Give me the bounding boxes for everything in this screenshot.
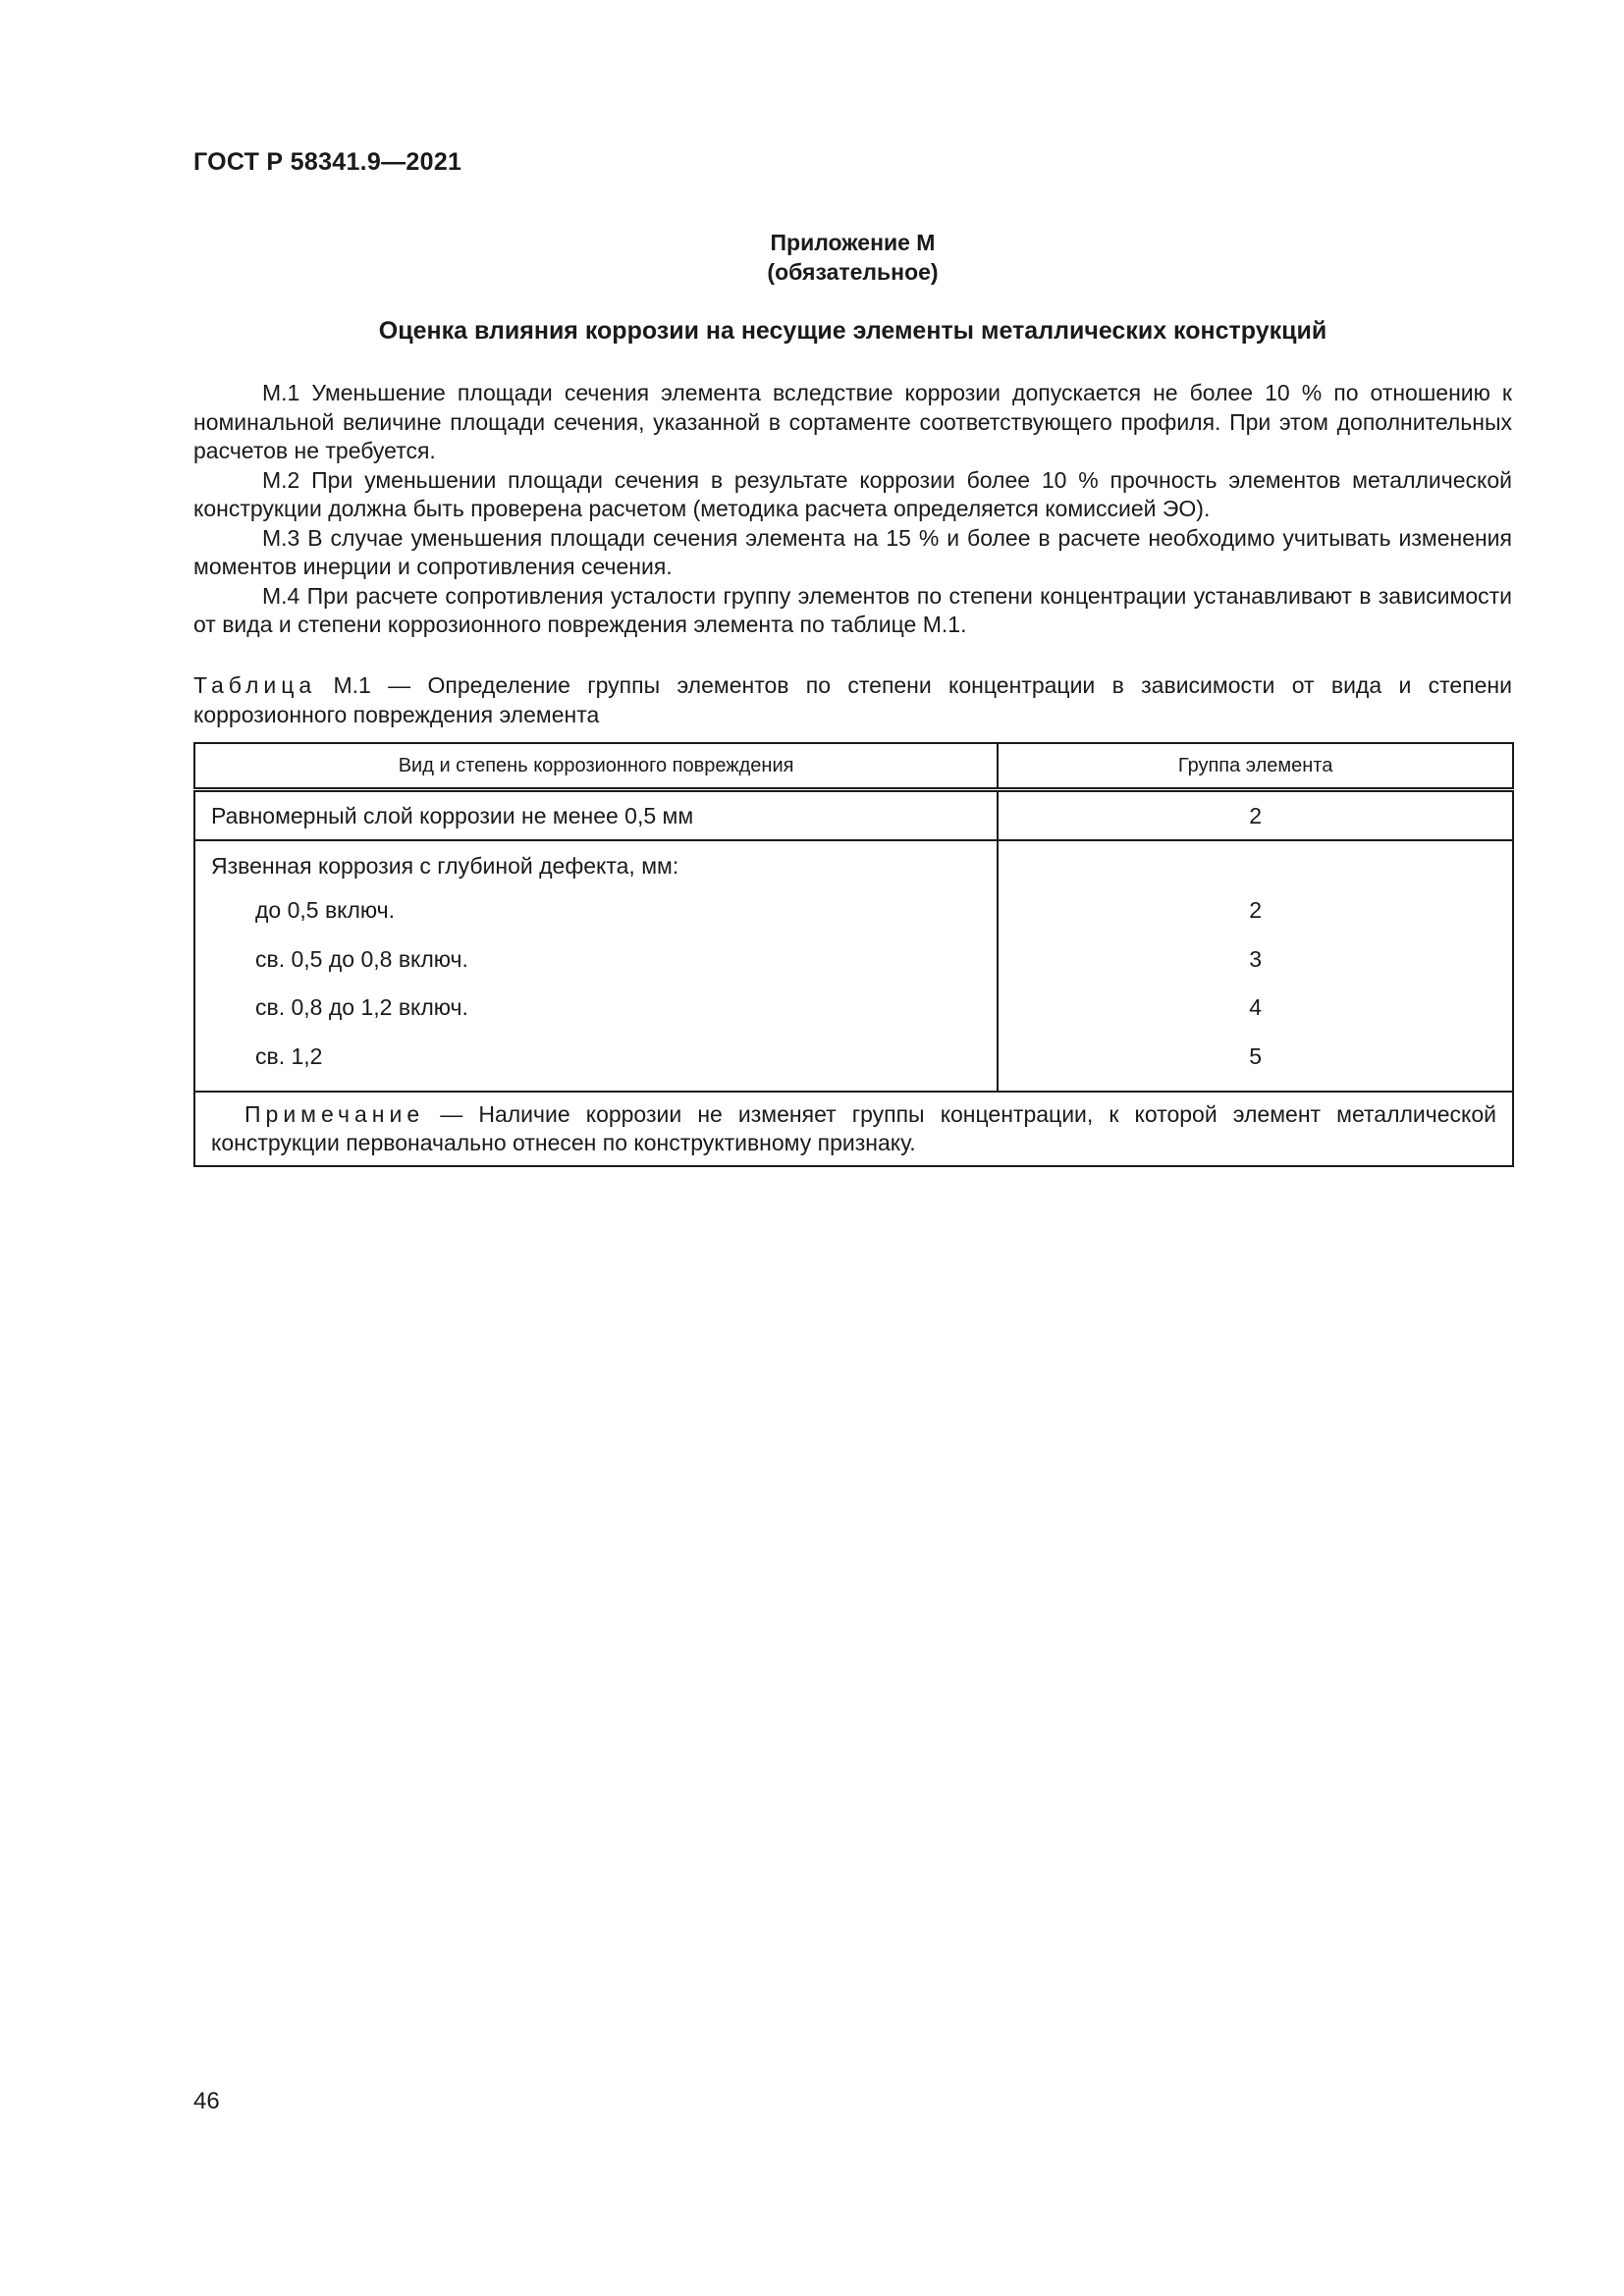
note-label: Примечание [244,1101,425,1127]
pitting-group-value: 5 [1249,1042,1262,1069]
appendix-title: Приложение М [770,230,936,255]
pitting-group-value: 2 [1249,897,1262,923]
table-caption-label: Таблица [193,672,317,698]
section-heading: Оценка влияния коррозии на несущие элементы металлических конструкций [378,317,1327,345]
paragraph-m1: М.1 Уменьшение площади сечения элемента вследствие коррозии допускается не более 10 % по отношению к номинальной величине площади сечения, указанной в сортаменте соответствующего профиля. При этом дополнительных расчетов не требуется. [193,380,1512,463]
paragraph-m3: М.3 В случае уменьшения площади сечения элемента на 15 % и более в расчете необходимо учитывать изменения моментов инерции и сопротивления сечения. [193,524,1512,579]
header-damage-type: Вид и степень коррозионного повреждения [194,743,998,790]
appendix-status: (обязательное) [767,259,939,285]
corrosion-table [193,742,1514,1167]
pitting-depth-label: св. 1,2 [255,1042,323,1069]
pitting-group-value: 3 [1249,945,1262,972]
pitting-corrosion-label: Язвенная коррозия с глубиной дефекта, мм: [211,853,679,879]
pitting-depth-label: св. 0,8 до 1,2 включ. [255,994,468,1020]
body-text [193,379,1512,640]
pitting-depth-label: до 0,5 включ. [255,897,396,923]
appendix-title-block [193,228,1512,287]
uniform-corrosion-group: 2 [998,790,1513,841]
paragraph-m4: М.4 При расчете сопротивления усталости группу элементов по степени концентрации устанавливают в зависимости от вида и степени коррозионного повреждения элемента по таблице М.1. [193,582,1512,637]
table-row [194,790,1513,841]
table-note-row [194,1092,1513,1166]
header-element-group: Группа элемента [998,743,1513,790]
table-caption [193,671,1512,729]
table-note [194,1092,1513,1166]
pitting-group-value: 4 [1249,994,1262,1020]
table-row [194,840,1513,1092]
page-number: 46 [193,2088,220,2114]
table-header-row [194,743,1513,790]
pitting-depth-label: св. 0,5 до 0,8 включ. [255,945,468,972]
pitting-groups-cell [998,840,1513,1092]
pitting-labels-cell [194,840,998,1092]
note-text: — Наличие коррозии не изменяет группы концентрации, к которой элемент металлической конструкции первоначально отнесен по конструктивному признаку. [211,1101,1496,1155]
paragraph-m2: М.2 При уменьшении площади сечения в результате коррозии более 10 % прочность элементов металлической конструкции должна быть проверена расчетом (методика расчета определяется комиссией ЭО). [193,466,1512,521]
table-caption-text: М.1 — Определение группы элементов по степени концентрации в зависимости от вида и степени коррозионного повреждения элемента [193,672,1512,727]
uniform-corrosion-label: Равномерный слой коррозии не менее 0,5 мм [194,790,998,841]
document-code: ГОСТ Р 58341.9—2021 [193,148,462,176]
